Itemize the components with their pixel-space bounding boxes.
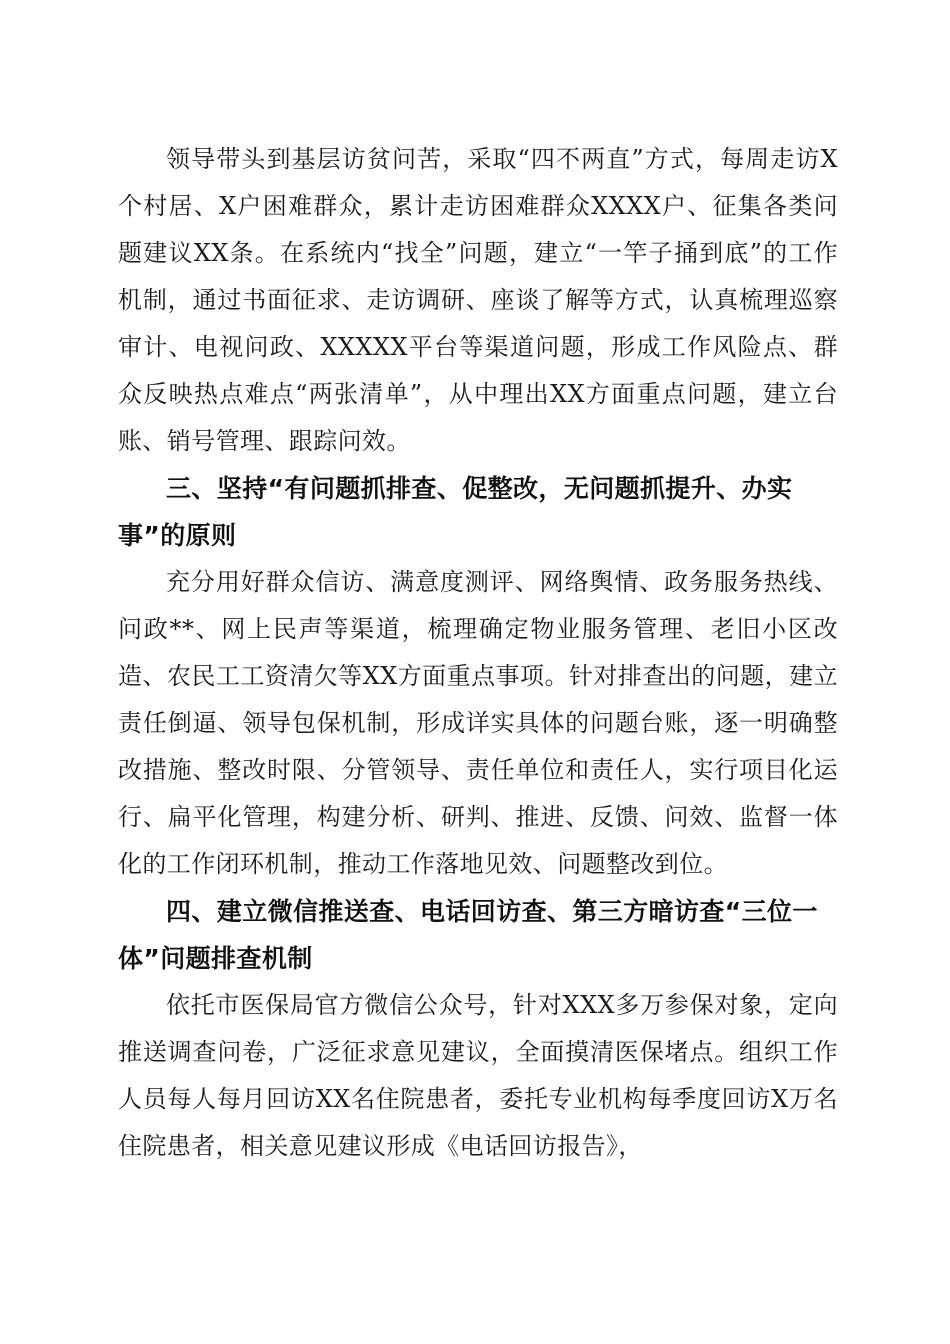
section-heading-3: 三、坚持“有问题抓排查、促整改，无问题抓提升、办实事”的原则 xyxy=(118,474,793,550)
document-body xyxy=(118,136,838,1170)
section-heading-4: 四、建立微信推送查、电话回访查、第三方暗访查“三位一体”问题排查机制 xyxy=(118,897,818,973)
body-paragraph-3: 依托市医保局官方微信公众号，针对XXX多万参保对象，定向推送调查问卷，广泛征求意见建议，全面摸清医保堵点。组织工作人员每人每月回访XX名住院患者，委托专业机构每季度回访X万名住院患者，相关意见建议形成《电话回访报告》， xyxy=(118,991,838,1160)
body-paragraph-1: 领导带头到基层访贫问苦，采取“四不两直”方式，每周走访X个村居、X户困难群众，累计走访困难群众XXXX户、征集各类问题建议XX条。在系统内“找全”问题，建立“一竿子捅到底”的工作机制，通过书面征求、走访调研、座谈了解等方式，认真梳理巡察审计、电视问政、XXXXX平台等渠道问题，形成工作风险点、群众反映热点难点“两张清单”，从中理出XX方面重点问题，建立台账、销号管理、跟踪问效。 xyxy=(118,145,838,455)
body-paragraph-2: 充分用好群众信访、满意度测评、网络舆情、政务服务热线、问政**、网上民声等渠道，梳理确定物业服务管理、老旧小区改造、农民工工资清欠等XX方面重点事项。针对排查出的问题，建立责任倒逼、领导包保机制，形成详实具体的问题台账，逐一明确整改措施、整改时限、分管领导、责任单位和责任人，实行项目化运行、扁平化管理，构建分析、研判、推进、反馈、问效、监督一体化的工作闭环机制，推动工作落地见效、问题整改到位。 xyxy=(118,568,838,878)
